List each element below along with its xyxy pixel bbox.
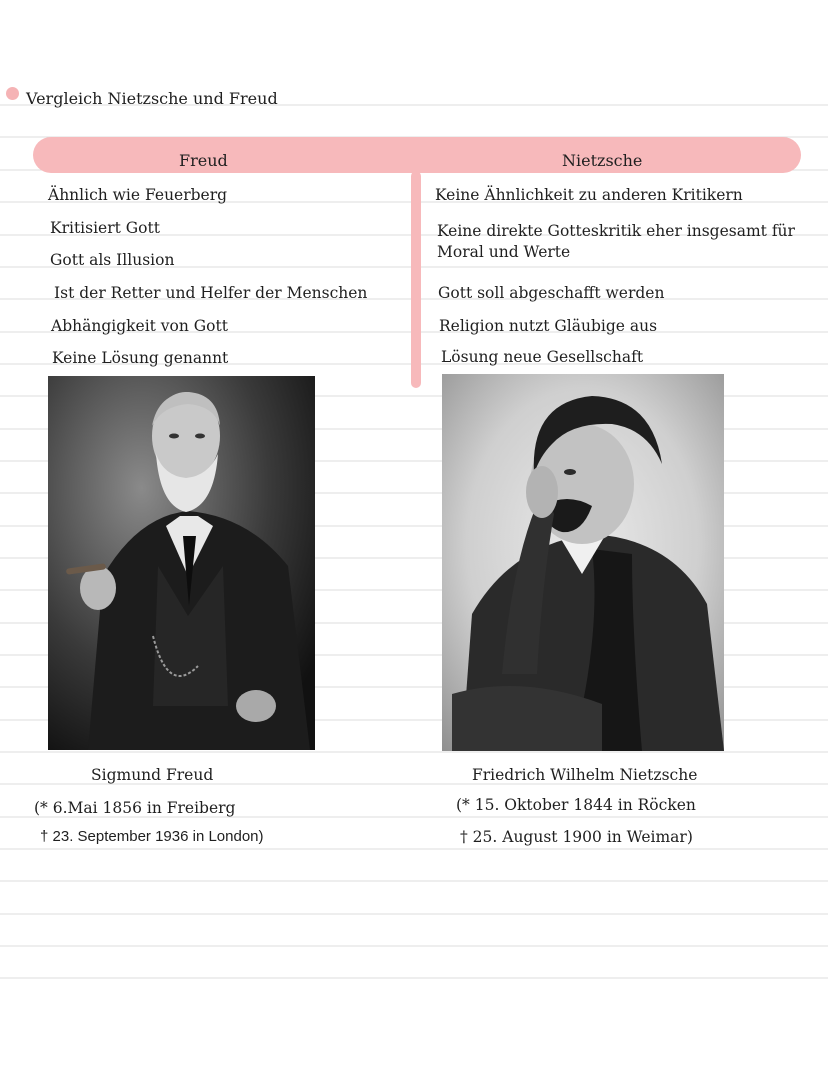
- freud-point: Keine Lösung genannt: [52, 349, 229, 367]
- nietzsche-point: Religion nutzt Gläubige aus: [439, 317, 658, 335]
- freud-death: † 23. September 1936 in London): [40, 828, 264, 845]
- freud-birth: (* 6.Mai 1856 in Freiberg: [34, 799, 236, 817]
- freud-name: Sigmund Freud: [91, 766, 214, 784]
- nietzsche-birth: (* 15. Oktober 1844 in Röcken: [456, 796, 696, 814]
- freud-point: Ist der Retter und Helfer der Menschen: [54, 284, 368, 302]
- nietzsche-point: Keine direkte Gotteskritik eher insgesamt für: [437, 222, 795, 240]
- nietzsche-portrait: [442, 374, 724, 751]
- nietzsche-point: Gott soll abgeschafft werden: [438, 284, 665, 302]
- freud-point: Kritisiert Gott: [50, 219, 160, 237]
- nietzsche-point: Lösung neue Gesellschaft: [441, 348, 644, 366]
- column-header-freud: Freud: [179, 151, 228, 170]
- nietzsche-death: † 25. August 1900 in Weimar): [460, 828, 693, 846]
- freud-point: Ähnlich wie Feuerberg: [48, 186, 228, 204]
- bullet-dot: [6, 87, 19, 100]
- page-title: Vergleich Nietzsche und Freud: [26, 89, 278, 108]
- nietzsche-point: Keine Ähnlichkeit zu anderen Kritikern: [435, 186, 743, 204]
- nietzsche-name: Friedrich Wilhelm Nietzsche: [472, 766, 698, 784]
- table-header-banner: [33, 137, 801, 173]
- column-divider: [411, 171, 421, 388]
- freud-point: Abhängigkeit von Gott: [51, 317, 228, 335]
- freud-portrait: [48, 376, 315, 750]
- freud-point: Gott als Illusion: [50, 251, 175, 269]
- nietzsche-point: Moral und Werte: [437, 243, 571, 261]
- column-header-nietzsche: Nietzsche: [562, 151, 643, 170]
